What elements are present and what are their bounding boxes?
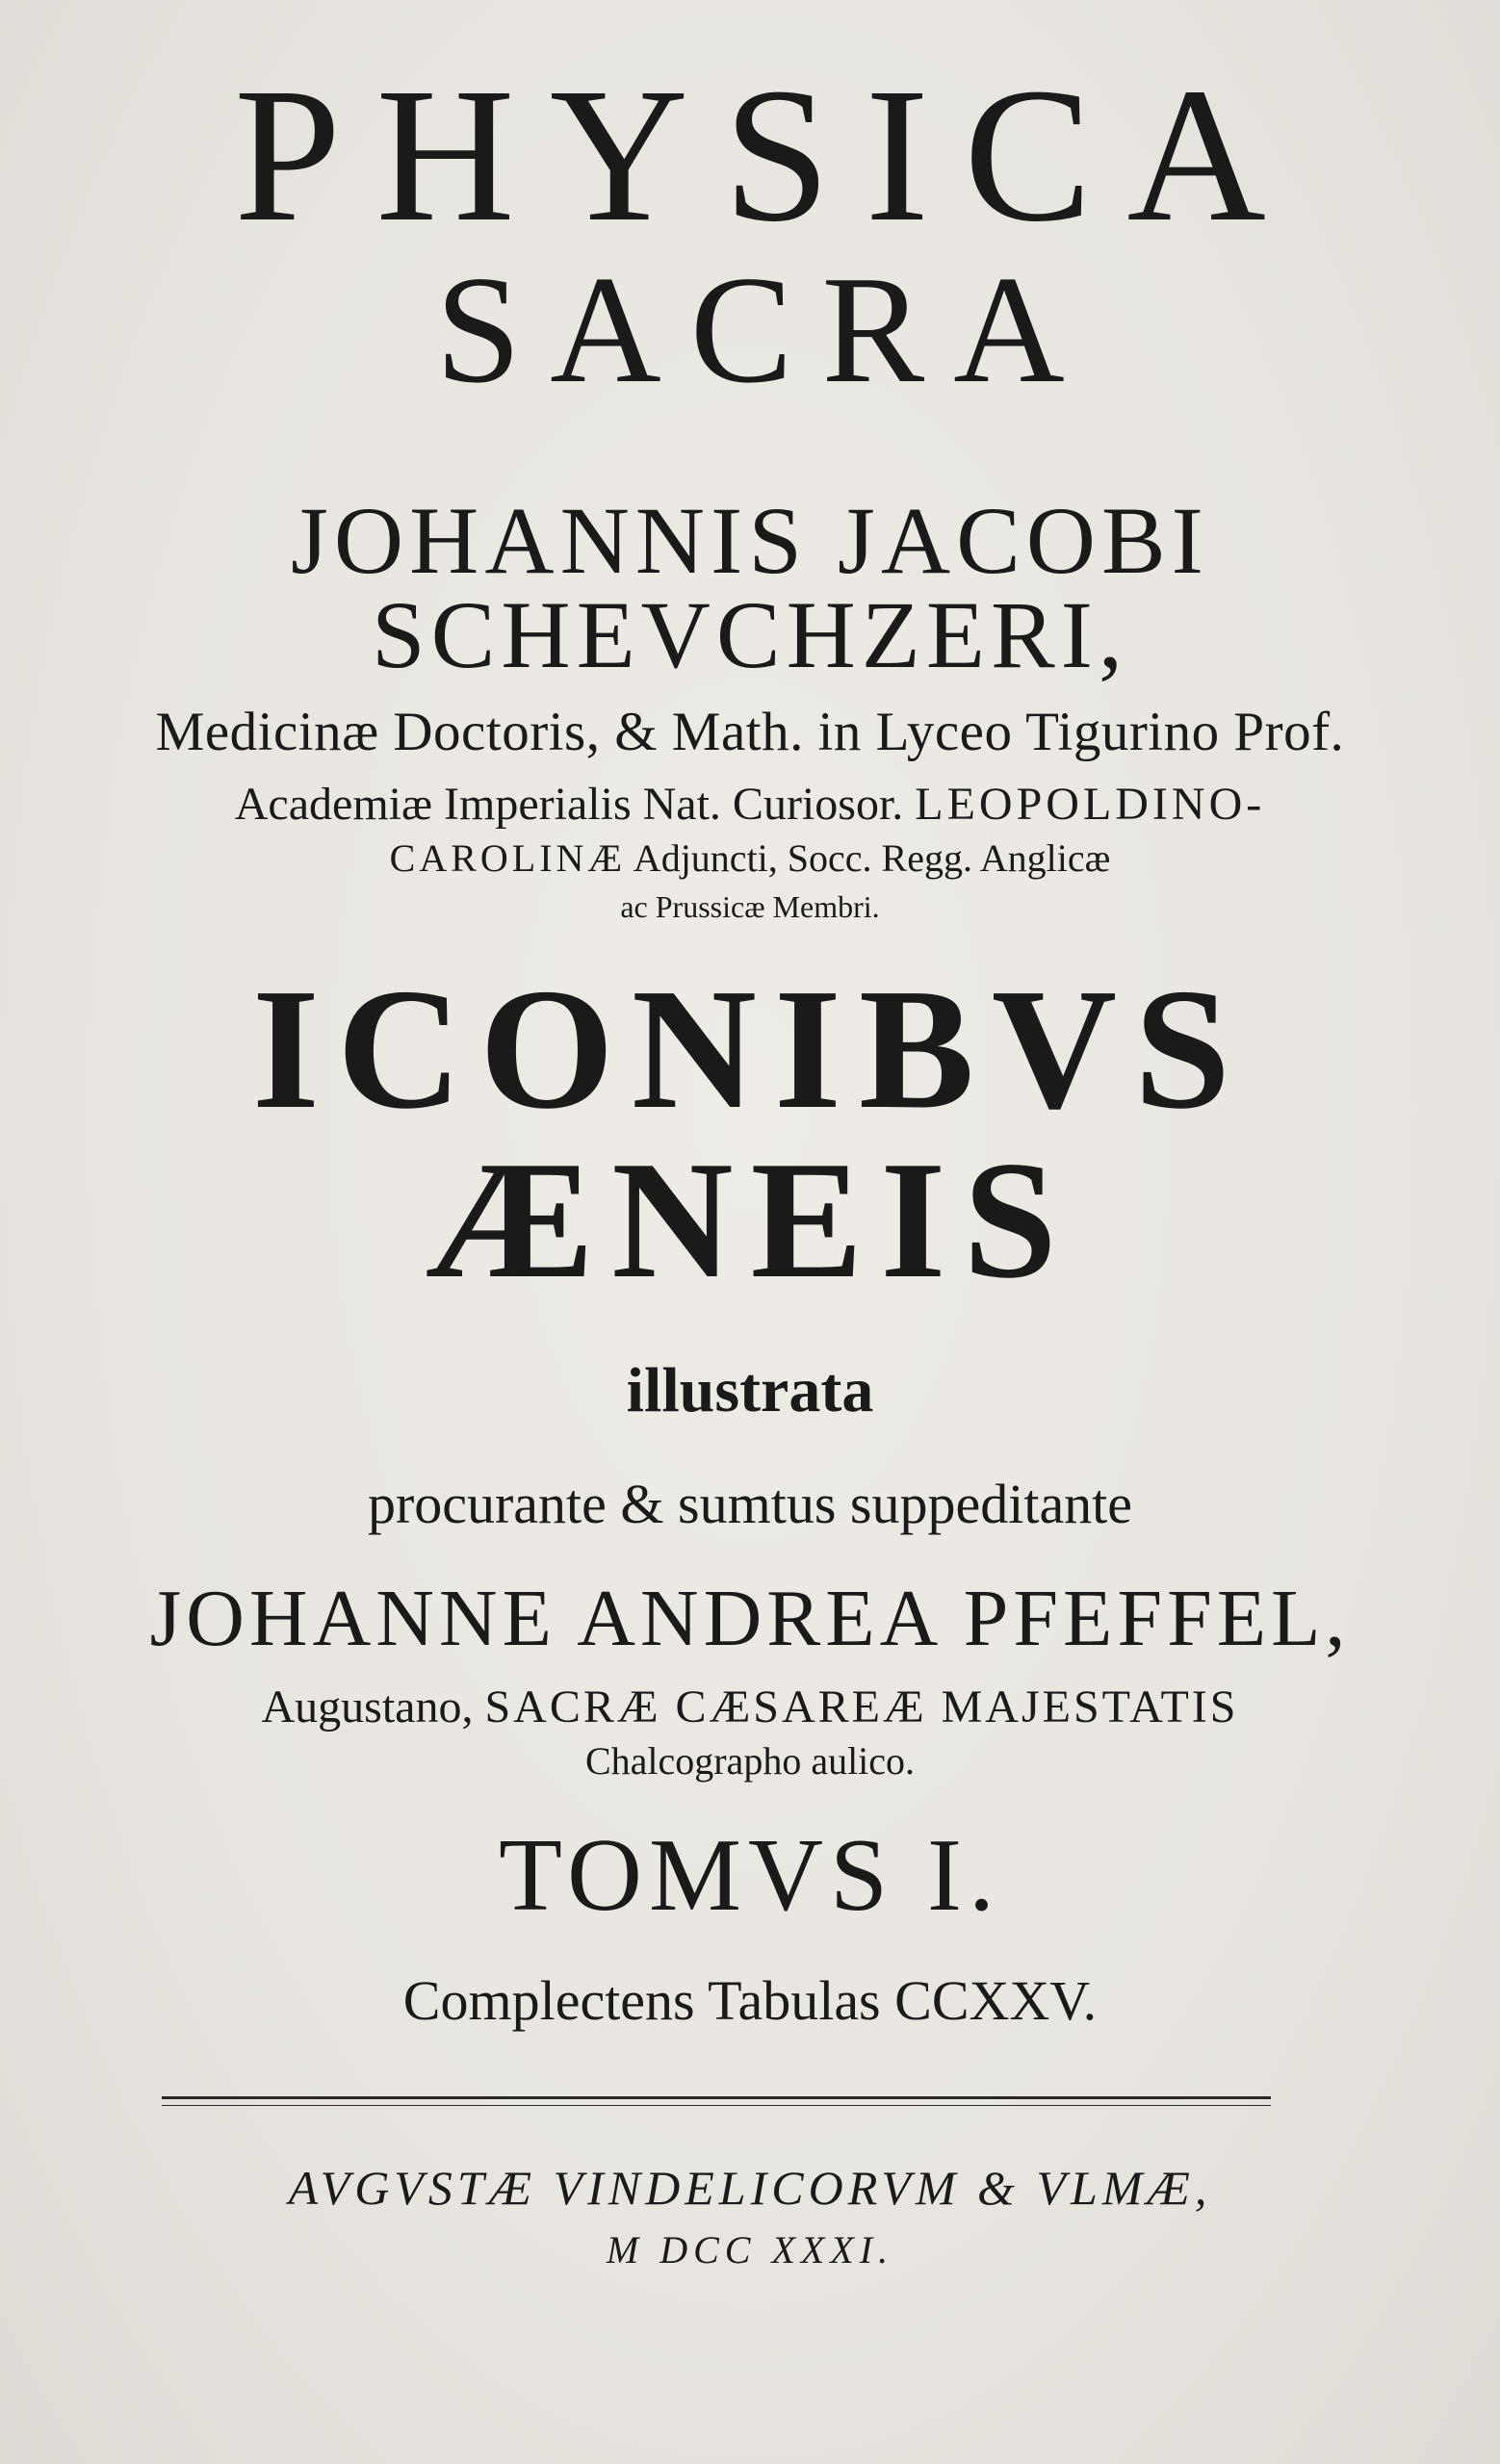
- engraver-origin: [0, 1681, 1500, 1732]
- imprint-place: AVGVSTÆ VINDELICORVM & VLMÆ,: [288, 2161, 1212, 2215]
- credentials-line-3-text: Adjuncti, Socc. Regg. Anglicæ: [626, 836, 1111, 880]
- credentials-line-3: [0, 836, 1500, 880]
- volume-label: TOMVS I.: [498, 1818, 1002, 1933]
- title-line-2: SACRA: [435, 244, 1094, 415]
- engraver-origin-caps: SACRÆ CÆSAREÆ MAJESTATIS: [484, 1681, 1239, 1732]
- credentials-line-4: ac Prussicæ Membri.: [620, 889, 880, 924]
- credentials-line-2-text: Academiæ Imperialis Nat. Curiosor.: [234, 779, 916, 830]
- author-line-2: SCHEVCHZERI,: [372, 581, 1128, 688]
- engraver-origin-text: Augustano,: [261, 1681, 485, 1732]
- procurante-line: procurante & sumtus suppeditante: [367, 1473, 1133, 1535]
- plates-count: Complectens Tabulas CCXXV.: [402, 1969, 1098, 2032]
- illustrata-line: illustrata: [626, 1355, 874, 1425]
- subtitle-line-1: ICONIBVS: [251, 953, 1249, 1144]
- credentials-line-3-caps: CAROLINÆ: [389, 836, 627, 880]
- credentials-line-2: [0, 779, 1500, 830]
- engraver-role: Chalcographo aulico.: [584, 1739, 916, 1783]
- engraver-name: JOHANNE ANDREA PFEFFEL,: [149, 1574, 1351, 1663]
- title-line-1: PHYSICA: [234, 49, 1301, 262]
- subtitle-line-2: ÆNEIS: [426, 1126, 1074, 1313]
- credentials-line-2-caps: LEOPOLDINO-: [915, 779, 1266, 830]
- double-rule-divider: [162, 2096, 1271, 2106]
- author-line-1: JOHANNIS JACOBI: [291, 487, 1209, 594]
- imprint-date: M DCC XXXI.: [606, 2228, 894, 2272]
- credentials-line-1: Medicinæ Doctoris, & Math. in Lyceo Tigurino Prof.: [155, 702, 1345, 762]
